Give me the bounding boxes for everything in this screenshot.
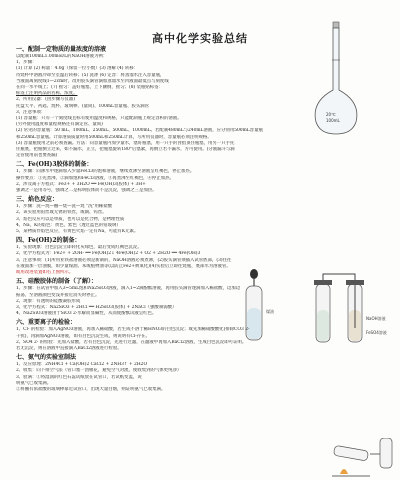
page-title: 高中化学实验总结 — [152, 32, 248, 45]
section-heading-6: 六、重要离子的检验： — [16, 319, 77, 327]
s5-line: 1、步骤：在试管中加入3~5mL饱和Na2SiO3溶液，滴入1~2滴酚酞溶液，再用胶头滴管逐滴加入稀盐酸，边加边 — [16, 286, 241, 292]
s6-line: 若无沉淀，则在溶液中直接滴入BaCl2溶液进行检验。 — [16, 345, 122, 351]
section-heading-3: 三、焰色反应： — [16, 196, 59, 204]
s5-line: 3、化学方程式：Na2SiO3 + 2HCl ══ H2SiO3(胶体) + 2NaCl（强酸制弱酸） — [16, 304, 177, 310]
section-heading-7: 七、氨气的实验室制法 — [16, 354, 77, 362]
s3-line: 2、该实验用铂丝或无锈的铁丝，或铜、钨丝。 — [16, 210, 107, 216]
s1-line: (另外使用温度和量程规格还有滴定管、量筒) — [16, 122, 103, 128]
s1-line: 托盘天平、药匙、烧杯、玻璃棒、(量筒)、100mL容量瓶、胶头滴管 — [16, 103, 150, 109]
s4-line: 1、实验现象：白色沉淀立即转化灰绿色，最后变成红褐色沉淀。 — [16, 245, 142, 251]
s1-line: 在同一水平线上；(7) 摇匀：盖好瓶塞，上下颠倒，摇匀；(8) 装瓶贴标签： — [16, 85, 163, 91]
s1-line: 以配制100mL1.00mol/L的NaOH溶液为例： — [16, 54, 108, 59]
s3-line: 3、焰色反应可以是单质，也可以是化合物，是物理性质 — [16, 216, 125, 222]
s6-line: 1、Cl- 的检验：加入AgNO3溶液，再加入稀硝酸，若生成不溶于稀HNO3的白色沉淀；或先加稀硝酸酸化(排除CO3 2- — [16, 327, 250, 333]
s2-line: 1、步骤：向沸水中逐滴加入少量FeCl3的饱和溶液，继续煮沸至溶液呈红褐色，停止加热。 — [16, 169, 195, 175]
s1-line: 定管使用前也要查漏) — [16, 153, 58, 159]
s7-line: 3、验满：①将湿润的红色石蕊试纸放在试管口，若试纸变蓝，说 — [16, 374, 142, 380]
s1-line: (1) 容量瓶：只有一个刻度线且标有使用温度和规格，只能配制瓶上规定容积的溶液。 — [16, 116, 182, 122]
s6-line: 干扰)，再滴加AgNO3溶液，如有白色沉淀生成，则说明有Cl-存在。 — [16, 333, 150, 339]
s7-line: 1、反应原理：2NH4Cl + Ca(OH)2 CaCl2 + 2NH3↑ + 2H2O — [16, 362, 148, 368]
section-heading-2: 二、Fe(OH)3胶体的制备： — [16, 161, 93, 169]
s1-line: 3、注意事项： — [16, 109, 46, 115]
s1-line: 和250mL容量瓶。计算溶质质量时用500mL和250mL计算，写所用仪器时，容量瓶必须注明规格。 — [16, 134, 212, 140]
s1-line: 待烧杯中溶液冷却至室温后转移；(5) 洗涤 (6) 定容：将蒸馏水注入容量瓶， — [16, 72, 165, 78]
s1-line: (1) 计算 (2) 称量：4.0g（保留一位小数）(3) 溶解 (4) 转移： — [16, 66, 139, 72]
s3-line: 5、某物质作焰色反应，有黄色火焰一定有Na，可能有K元素。 — [16, 229, 139, 235]
s5-line: 4、Na2SiO3溶液由于SiO3 2-水解而显碱性，从而使酚酞试液呈红色。 — [16, 311, 157, 317]
s5-line: 2、现象：有透明的硅酸凝胶形成 — [16, 298, 81, 304]
s4-line: 2、化学方程式为：Fe2+ + 2OH- ══ Fe(OH)2↓ 4Fe(OH)2 + O2 + 2H2O ══ 4Fe(OH)3 — [16, 251, 201, 257]
flask-volume-label: 100mL — [326, 118, 340, 123]
s2-line: 强调之一是用等号，强调之二是标明胶体而不是沉淀，强调之三是加热。 — [16, 188, 157, 194]
fig-label-naoh: NaOH溶液 — [366, 316, 386, 321]
section-heading-5: 五、硅酸胶体的制备（了解）： — [16, 278, 98, 286]
fig-label-feso4: FeSO4溶液 — [366, 330, 387, 335]
s3-line: 1、步骤：洗—烧—蘸—烧—洗—烧 "洗"用稀盐酸 — [16, 204, 113, 210]
section-heading-1: 一、配制一定物质的量浓度的溶液 — [16, 46, 107, 53]
s1-line: 1、步骤： — [16, 60, 37, 66]
s7-line: ②将蘸有浓盐酸的玻璃棒靠近试管口，出现大量白烟，则证明氨气已收集满。 — [16, 386, 166, 392]
s1-line: (2) 常见的容量瓶：50 mL、100mL、250mL、500mL、1000mL。若配制480mL与240mL溶液，应分别用500mL容量瓶 — [16, 128, 263, 134]
s4-line: 在液面加一层油膜，如少量煤油、苯或植物油等(以防止Fe2+被氧化)(4)实验后立即往烧瓶，底部水为溶液管。 — [16, 263, 231, 269]
s1-line: 住瓶底，把瓶倒立过来，如不漏水，正立，把瓶塞旋转180°后塞紧，再倒立若不漏水，方可使用。(分液漏斗与滴 — [16, 147, 235, 153]
s4-line: 或用改进装置如右上图所示。 — [16, 270, 74, 276]
s1-line: 2、所用仪器：(由步骤写仪器) — [16, 97, 75, 103]
s7-line: 明氨气已收集满。 — [16, 380, 52, 386]
s1-line: 标签上注明药品的名称、浓度。 — [16, 91, 78, 97]
s2-line: 2、涉及离子方程式：Fe3+ + 3H2O ══ Fe(OH)3(胶体) + 3H+ — [16, 181, 146, 187]
s6-line: 2、SO4 2- 的检验：先加入盐酸，若有白色沉淀，先进行过滤，在滤液中再加入BaCl2溶液，生成白色沉淀即可证明。 — [16, 339, 247, 345]
s5-line: 振荡，至溶液颜色变浅并接近消失时停止。 — [16, 292, 100, 298]
content-body — [16, 44, 306, 393]
s7-line: 2、收集：向下排空气法（管口塞一团棉花，避免空气对流，使收集到的气体更纯净） — [16, 368, 182, 374]
s3-line: 4、Na，K的焰色：黄色，紫色（透过蓝色的钴玻璃） — [16, 222, 121, 228]
s1-line: 当液面离刻度线1—2cm时，改用胶头滴管滴加蒸馏水至凹液面最低点与刻度线 — [16, 78, 169, 84]
s4-line: 3、注意事项：(1)所用亚铁盐溶液必须是新制的，NaOH溶液必须煮沸，(2)胶头滴管须插入试管底部，(3)往往 — [16, 257, 232, 263]
flask-temp-label: 20℃ — [326, 112, 336, 117]
section-heading-4: 四、Fe(OH)2的制备： — [16, 237, 81, 245]
ammonia-apparatus-figure — [330, 438, 396, 478]
s1-line: (3) 容量瓶使用之前必须查漏。方法：向容量瓶内加少量水，塞好瓶塞，用一只手的食指顶住瓶塞，用另一只手托 — [16, 140, 235, 146]
s2-line: 操作要点：①先煮沸，②滴加饱和FeCl3溶液，③再煮沸至红褐色，④停止加热。 — [16, 175, 174, 181]
fig-label-oil: 煤油 — [266, 309, 274, 314]
